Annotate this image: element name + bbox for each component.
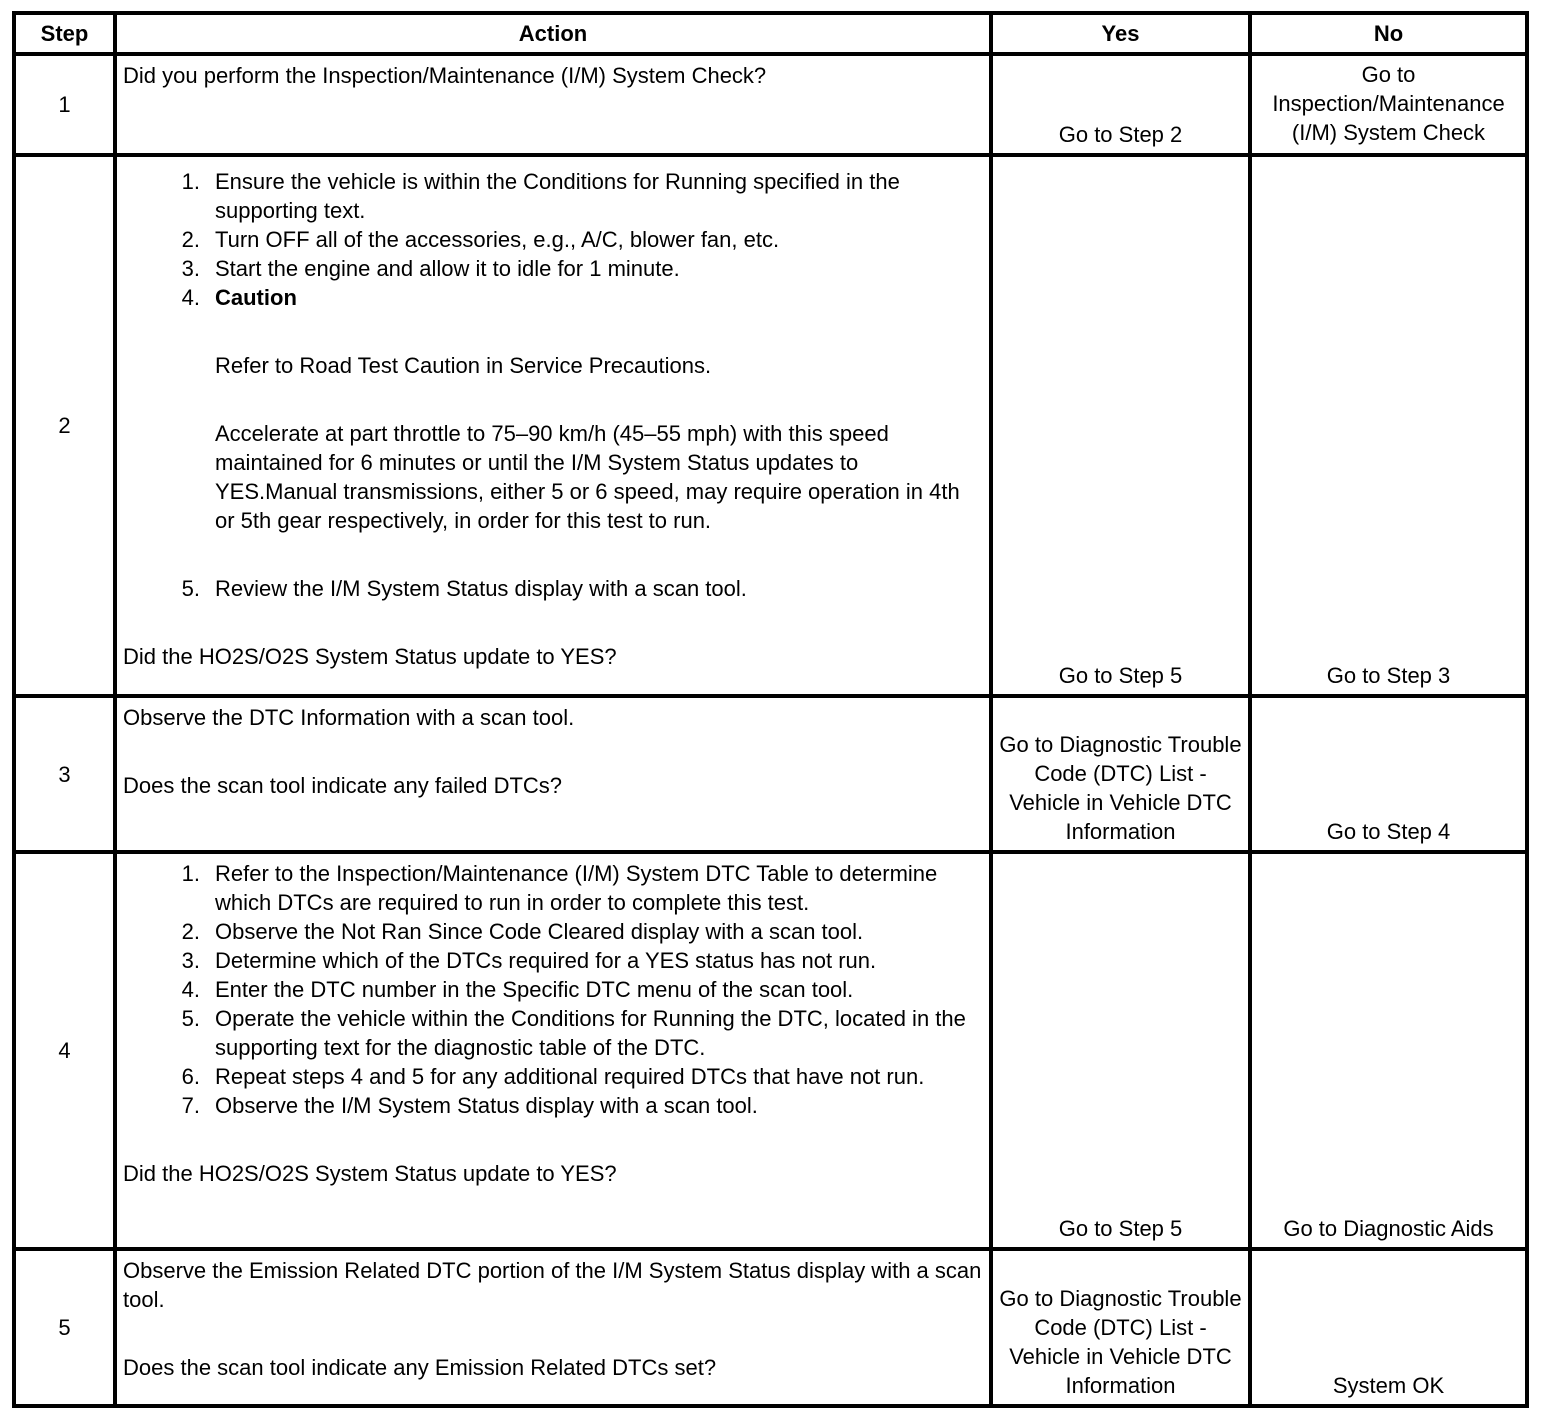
list-item: 3. Start the engine and allow it to idle for 1 minute. [181,256,680,281]
step-number: 1 [14,54,115,155]
header-action: Action [115,13,991,54]
list-item: 5. Operate the vehicle within the Conditions for Running the DTC, located in the supporting text for the diagnostic table of the DTC. [181,1006,966,1060]
action-cell [115,852,991,1249]
list-item: 3. Determine which of the DTCs required for a YES status has not run. [181,948,877,973]
list-item: 6. Repeat steps 4 and 5 for any additional required DTCs that have not run. [181,1064,925,1089]
diagnostic-table [12,11,1529,1408]
step-number: 4 [14,852,115,1249]
header-yes: Yes [991,13,1250,54]
no-result: Go to Diagnostic Aids [1250,852,1527,1249]
action-cell [115,155,991,696]
header-step: Step [14,13,115,54]
action-cell [115,1249,991,1406]
caution-text: Refer to Road Test Caution in Service Precautions. [215,353,712,378]
no-result: Go to Step 3 [1250,155,1527,696]
step-number: 2 [14,155,115,696]
observe-text: Observe the DTC Information with a scan tool. [123,705,575,730]
step-number: 3 [14,696,115,852]
accelerate-text: Accelerate at part throttle to 75–90 km/h (45–55 mph) with this speed maintained for 6 minutes or until the I/M System Status updates to YES.Manual transmissions, either 5 or 6 speed, may require operation in 4th or 5th gear respectively, in order for this test to run. [215,421,960,533]
list-item: 2. Turn OFF all of the accessories, e.g., A/C, blower fan, etc. [181,227,780,252]
yes-result: Go to Diagnostic Trouble Code (DTC) List - Vehicle in Vehicle DTC Information [991,696,1250,852]
table-row-step-2 [14,155,1527,696]
no-result: System OK [1250,1249,1527,1406]
yes-result: Go to Step 5 [991,852,1250,1249]
question-text: Did the HO2S/O2S System Status update to YES? [123,1161,617,1186]
list-item: 1. Ensure the vehicle is within the Conditions for Running specified in the supporting text. [181,169,900,223]
caution-label: Caution [215,285,297,310]
list-item: 7. Observe the I/M System Status display with a scan tool. [181,1093,758,1118]
list-item: 5. Review the I/M System Status display with a scan tool. [181,576,747,601]
list-item: 4. Enter the DTC number in the Specific DTC menu of the scan tool. [181,977,854,1002]
question-text: Did you perform the Inspection/Maintenance (I/M) System Check? [123,63,767,88]
action-cell [115,54,991,155]
procedure-list [123,859,983,1120]
step-number: 5 [14,1249,115,1406]
yes-result: Go to Step 2 [991,54,1250,155]
action-cell [115,696,991,852]
list-item: 2. Observe the Not Ran Since Code Cleared display with a scan tool. [181,919,864,944]
no-result: Go to Inspection/Maintenance (I/M) System Check [1250,54,1527,155]
header-no: No [1250,13,1527,54]
header-row [14,13,1527,54]
table-row-step-4 [14,852,1527,1249]
yes-result: Go to Step 5 [991,155,1250,696]
list-item: 4. Caution Refer to Road Test Caution in Service Precautions. Accelerate at part throttle to 75–90 km/h (45–55 mph) with this speed maintained for 6 minutes or until the I/M System Status updates to YES.Manual transmissions, either 5 or 6 speed, may require operation in 4th or 5th gear respectively, in order for this test to run. [123,283,983,574]
question-text: Does the scan tool indicate any failed DTCs? [123,773,563,798]
no-result: Go to Step 4 [1250,696,1527,852]
observe-text: Observe the Emission Related DTC portion of the I/M System Status display with a scan tool. [123,1258,982,1312]
procedure-list [123,162,983,603]
question-text: Did the HO2S/O2S System Status update to YES? [123,644,617,669]
yes-result: Go to Diagnostic Trouble Code (DTC) List - Vehicle in Vehicle DTC Information [991,1249,1250,1406]
list-item: 1. Refer to the Inspection/Maintenance (I/M) System DTC Table to determine which DTCs are required to run in order to complete this test. [181,861,938,915]
table-row-step-5 [14,1249,1527,1406]
table-row-step-3 [14,696,1527,852]
question-text: Does the scan tool indicate any Emission Related DTCs set? [123,1355,717,1380]
table-row-step-1 [14,54,1527,155]
